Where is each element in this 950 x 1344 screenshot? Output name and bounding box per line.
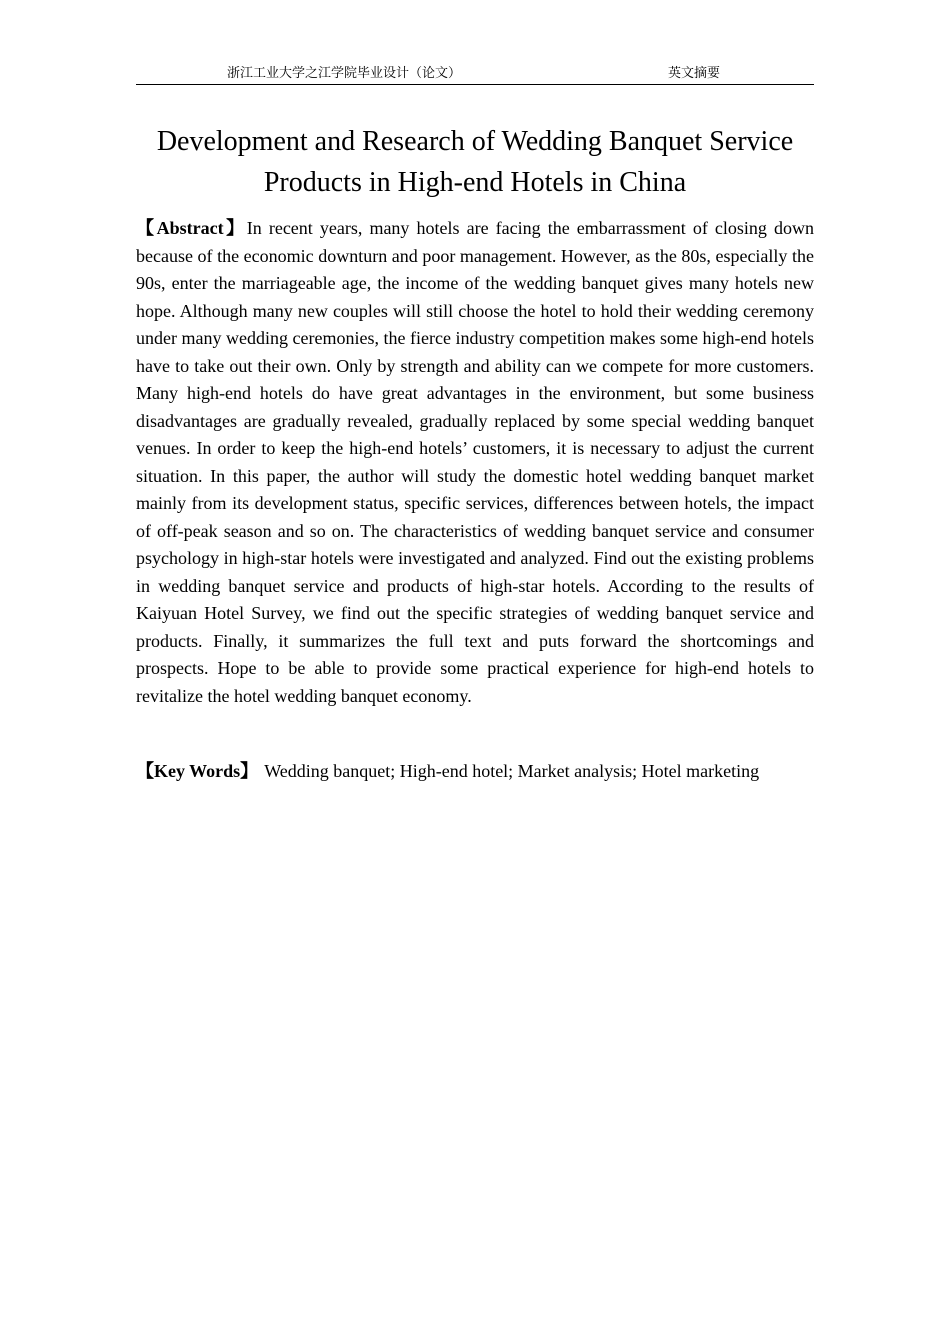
keywords-line xyxy=(136,758,814,786)
abstract-paragraph xyxy=(136,215,814,710)
abstract-text: In recent years, many hotels are facing the embarrassment of closing down because of the economic downturn and poor management. However, as the 80s, especially the 90s, enter the marriageable age, the income of the wedding banquet gives many hotels new hope. Although many new couples will still choose the hotel to hold their wedding ceremony under many wedding ceremonies, the fierce industry competition makes some high-end hotels have to take out their own. Only by strength and ability can we compete for more customers. Many high-end hotels do have great advantages in the environment, but some business disadvantages are gradually revealed, gradually replaced by some special wedding banquet venues. In order to keep the high-end hotels’ customers, it is necessary to adjust the current situation. In this paper, the author will study the domestic hotel wedding banquet market mainly from its development status, specific services, differences between hotels, the impact of off-peak season and so on. The characteristics of wedding banquet service and consumer psychology in high-star hotels were investigated and analyzed. Find out the existing problems in wedding banquet service and products of high-star hotels. According to the results of Kaiyuan Hotel Survey, we find out the specific strategies of wedding banquet service and products. Finally, it summarizes the full text and puts forward the shortcomings and prospects. Hope to be able to provide some practical experience for high-end hotels to revitalize the hotel wedding banquet economy. xyxy=(136,218,814,706)
keywords-label: 【Key Words】 xyxy=(136,761,259,781)
running-header xyxy=(136,66,814,85)
header-left-text: 浙江工业大学之江学院毕业设计（论文） xyxy=(227,66,462,81)
header-right-text: 英文摘要 xyxy=(668,66,721,81)
page xyxy=(136,0,814,786)
keywords-text: Wedding banquet; High-end hotel; Market analysis; Hotel marketing xyxy=(264,761,760,781)
paper-title: Development and Research of Wedding Banquet Service Products in High-end Hotels in China xyxy=(156,126,794,198)
abstract-label: 【Abstract】 xyxy=(136,218,247,238)
